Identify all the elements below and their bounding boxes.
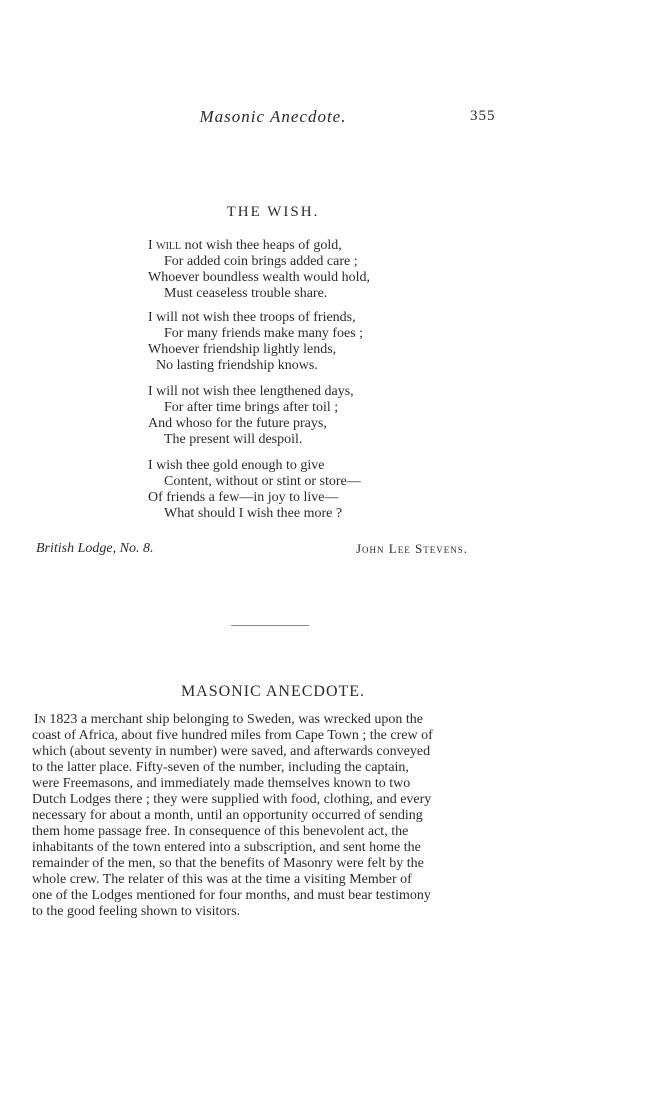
page-number: 355: [470, 108, 496, 124]
drop-lead-smallcaps: I will: [148, 238, 182, 253]
poem-line: Content, without or stint or store—: [164, 474, 361, 489]
poem-line: For added coin brings added care ;: [164, 254, 358, 269]
paragraph-line: Dutch Lodges there ; they were supplied with food, clothing, and every: [32, 792, 432, 807]
poem-line-text: not wish thee heaps of gold,: [181, 238, 342, 253]
poem-stanza-1: [148, 238, 448, 302]
poem-line: Whoever friendship lightly lends,: [148, 342, 337, 357]
paragraph-line: inhabitants of the town entered into a subscription, and sent home the: [32, 840, 421, 855]
poem-line: [148, 238, 448, 254]
anecdote-paragraph: [32, 712, 512, 920]
paragraph-line: necessary for about a month, until an opportunity occurred of sending: [32, 808, 423, 823]
paragraph-line: [32, 712, 512, 728]
poem-stanza-4: [148, 458, 448, 522]
paragraph-line-text: 1823 a merchant ship belonging to Sweden, was wrecked upon the: [45, 712, 424, 727]
poem-line: For after time brings after toil ;: [164, 400, 339, 415]
poem-line: I will not wish thee lengthened days,: [148, 384, 354, 399]
poem-stanza-2: [148, 310, 448, 374]
poem-author: John Lee Stevens.: [356, 541, 468, 556]
poem-line: No lasting friendship knows.: [156, 358, 318, 373]
paragraph-line: remainder of the men, so that the benefits of Masonry were felt by the: [32, 856, 424, 871]
paragraph-line: to the latter place. Fifty-seven of the number, including the captain,: [32, 760, 409, 775]
paragraph-line: coast of Africa, about five hundred miles from Cape Town ; the crew of: [32, 728, 433, 743]
poem-line: I will not wish thee troops of friends,: [148, 310, 356, 325]
running-head-title: Masonic Anecdote.: [199, 107, 347, 126]
section-title: MASONIC ANECDOTE.: [180, 683, 366, 700]
poem-stanza-3: [148, 384, 448, 448]
poem-line: Of friends a few—in joy to live—: [148, 490, 339, 505]
paragraph-line: one of the Lodges mentioned for four months, and must bear testimony: [32, 888, 431, 903]
paragraph-line: whole crew. The relater of this was at the time a visiting Member of: [32, 872, 412, 887]
poem-title: THE WISH.: [226, 204, 320, 220]
section-divider: [231, 625, 309, 626]
poem-line: For many friends make many foes ;: [164, 326, 364, 341]
poem-lodge-attribution: British Lodge, No. 8.: [36, 541, 154, 556]
poem-line: The present will despoil.: [164, 432, 303, 447]
paragraph-line: them home passage free. In consequence of this benevolent act, the: [32, 824, 409, 839]
poem-line: What should I wish thee more ?: [164, 506, 343, 521]
drop-lead-smallcaps: In: [34, 712, 46, 727]
poem-line: I wish thee gold enough to give: [148, 458, 325, 473]
poem-line: Must ceaseless trouble share.: [164, 286, 328, 301]
paragraph-line: to the good feeling shown to visitors.: [32, 904, 241, 919]
paragraph-line: which (about seventy in number) were saved, and afterwards conveyed: [32, 744, 431, 759]
poem-line: Whoever boundless wealth would hold,: [148, 270, 371, 285]
paragraph-line: were Freemasons, and immediately made themselves known to two: [32, 776, 411, 791]
poem-line: And whoso for the future prays,: [148, 416, 327, 431]
